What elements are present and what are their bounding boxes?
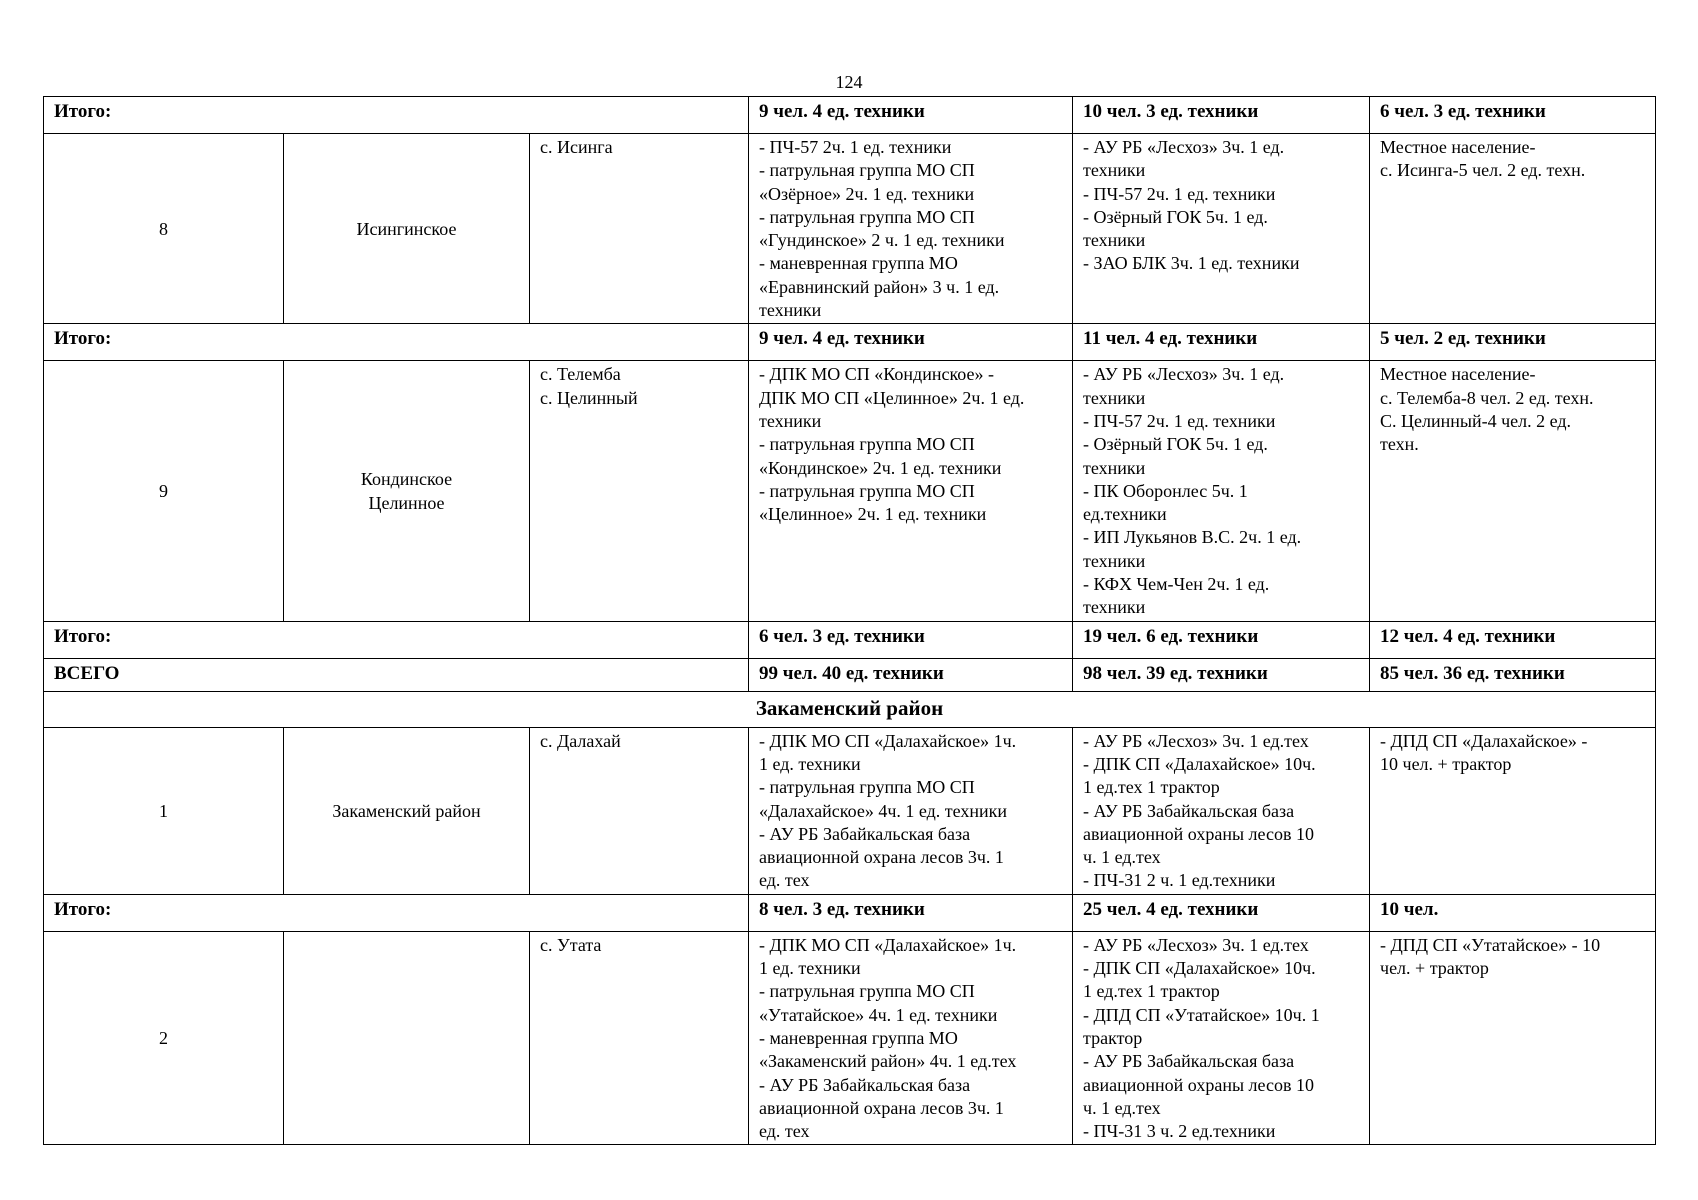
cell-line: Целинное [368,492,445,513]
cell-line: - АУ РБ «Лесхоз» 3ч. 1 ед. [1083,137,1285,157]
forces-echelon-3 [1370,727,1656,894]
localities [530,361,749,621]
row-number: 1 [44,727,284,894]
cell-line: - патрульная группа МО СП [759,160,975,181]
cell-line: - ПЧ-57 2ч. 1 ед. техники [1083,183,1276,204]
cell-line: - ДПК СП «Далахайское» 10ч. [1083,753,1316,774]
cell-line: - КФХ Чем-Чен 2ч. 1 ед. [1083,574,1270,595]
cell-line: «Гундинское» 2 ч. 1 ед. техники [759,230,1005,251]
cell-line: с. Исинга [540,137,613,157]
total-label: ВСЕГО [44,658,749,691]
cell-line: «Целинное» 2ч. 1 ед. техники [759,504,987,525]
total-label: Итого: [44,621,749,658]
cell-line: с. Телемба-8 чел. 2 ед. техн. [1380,387,1594,408]
cell-line: Исингинское [356,218,457,239]
cell-line: чел. + трактор [1380,958,1489,979]
total-forces-1: 99 чел. 40 ед. техники [749,658,1073,691]
row-number: 9 [44,361,284,621]
total-label: Итого: [44,894,749,931]
cell-line: 10 чел. + трактор [1380,753,1512,774]
total-row [44,324,1656,361]
settlement-name [284,361,530,621]
total-forces-2: 11 чел. 4 ед. техники [1073,324,1370,361]
cell-line: техн. [1380,434,1419,455]
cell-line: техники [1083,387,1146,408]
total-forces-3: 6 чел. 3 ед. техники [1370,97,1656,134]
row-number: 2 [44,931,284,1145]
forces-echelon-2 [1073,361,1370,621]
cell-line: ед. тех [759,870,810,891]
cell-line: - маневренная группа МО [759,1027,958,1048]
table-row [44,931,1656,1145]
settlement-name [284,727,530,894]
cell-line: - АУ РБ «Лесхоз» 3ч. 1 ед.тех [1083,730,1309,751]
cell-line: - патрульная группа МО СП [759,480,975,501]
cell-line: ед.техники [1083,504,1167,525]
cell-line: ч. 1 ед.тех [1083,1097,1161,1118]
cell-line: - ЗАО БЛК 3ч. 1 ед. техники [1083,253,1300,274]
cell-line: - Озёрный ГОК 5ч. 1 ед. [1083,206,1268,227]
cell-line: - Озёрный ГОК 5ч. 1 ед. [1083,434,1268,455]
cell-line: - ИП Лукьянов В.С. 2ч. 1 ед. [1083,527,1302,548]
table-row [44,361,1656,621]
cell-line: 1 ед. техники [759,753,861,774]
cell-line: трактор [1083,1027,1143,1048]
cell-line: 1 ед. техники [759,958,861,979]
cell-line: - патрульная группа МО СП [759,434,975,455]
forces-echelon-3 [1370,361,1656,621]
total-row [44,97,1656,134]
cell-line: «Кондинское» 2ч. 1 ед. техники [759,457,1002,478]
total-forces-3: 5 чел. 2 ед. техники [1370,324,1656,361]
cell-line: с. Утата [540,934,602,955]
section-title: Закаменский район [44,691,1656,727]
cell-line: 1 ед.тех 1 трактор [1083,777,1220,798]
row-number: 8 [44,134,284,324]
resources-table [43,96,1656,1145]
cell-line: Кондинское [360,469,453,490]
cell-line: техники [1083,230,1146,251]
table-row [44,134,1656,324]
total-label: Итого: [44,324,749,361]
total-forces-2: 25 чел. 4 ед. техники [1073,894,1370,931]
cell-line: техники [759,300,822,321]
cell-line: с. Далахай [540,730,621,751]
cell-line: - АУ РБ Забайкальская база [759,1074,971,1095]
cell-line: - ДПК МО СП «Кондинское» - [759,364,994,385]
cell-line: - патрульная группа МО СП [759,777,975,798]
page-number: 124 [835,72,863,92]
cell-line: «Закаменский район» 4ч. 1 ед.тех [759,1051,1017,1072]
cell-line: «Еравнинский район» 3 ч. 1 ед. [759,276,1000,297]
forces-echelon-1 [749,931,1073,1145]
total-forces-2: 19 чел. 6 ед. техники [1073,621,1370,658]
cell-line: ч. 1 ед.тех [1083,847,1161,868]
cell-line: - АУ РБ Забайкальская база [1083,1051,1295,1072]
cell-line: ДПК МО СП «Целинное» 2ч. 1 ед. [759,387,1025,408]
forces-echelon-3 [1370,134,1656,324]
cell-line: - ДПК СП «Далахайское» 10ч. [1083,958,1316,979]
cell-line: - АУ РБ «Лесхоз» 3ч. 1 ед.тех [1083,934,1309,955]
localities [530,727,749,894]
cell-line: - ПК Оборонлес 5ч. 1 [1083,480,1248,501]
cell-line: - ДПК МО СП «Далахайское» 1ч. [759,730,1017,751]
cell-line: 1 ед.тех 1 трактор [1083,981,1220,1002]
total-row [44,621,1656,658]
cell-line: Местное население- [1380,364,1536,385]
settlement-name [284,134,530,324]
section-row [44,691,1656,727]
localities [530,134,749,324]
cell-line: «Далахайское» 4ч. 1 ед. техники [759,800,1008,821]
forces-echelon-1 [749,727,1073,894]
total-forces-2: 98 чел. 39 ед. техники [1073,658,1370,691]
cell-line: - ДПД СП «Утатайское» 10ч. 1 [1083,1004,1320,1025]
forces-echelon-2 [1073,931,1370,1145]
cell-line: техники [1083,550,1146,571]
forces-echelon-1 [749,134,1073,324]
cell-line: - АУ РБ Забайкальская база [759,823,971,844]
forces-echelon-2 [1073,134,1370,324]
cell-line: - патрульная группа МО СП [759,206,975,227]
table-row [44,727,1656,894]
cell-line: - ДПД СП «Утатайское» - 10 [1380,934,1601,955]
cell-line: - ПЧ-57 2ч. 1 ед. техники [759,137,952,157]
cell-line: Местное население- [1380,137,1536,157]
cell-line: Закаменский район [332,800,481,821]
total-forces-3: 10 чел. [1370,894,1656,931]
total-row [44,658,1656,691]
total-label: Итого: [44,97,749,134]
cell-line: - ПЧ-31 3 ч. 2 ед.техники [1083,1121,1276,1142]
cell-line: с. Целинный [540,387,638,408]
forces-echelon-3 [1370,931,1656,1145]
cell-line: - маневренная группа МО [759,253,958,274]
cell-line: техники [1083,597,1146,618]
total-forces-1: 8 чел. 3 ед. техники [749,894,1073,931]
cell-line: - ПЧ-57 2ч. 1 ед. техники [1083,410,1276,431]
cell-line: «Озёрное» 2ч. 1 ед. техники [759,183,975,204]
cell-line: «Утатайское» 4ч. 1 ед. техники [759,1004,998,1025]
total-row [44,894,1656,931]
cell-line: авиационной охрана лесов 3ч. 1 [759,847,1004,868]
cell-line: с. Исинга-5 чел. 2 ед. техн. [1380,160,1586,181]
cell-line: техники [1083,160,1146,181]
cell-line: техники [759,410,822,431]
total-forces-3: 12 чел. 4 ед. техники [1370,621,1656,658]
cell-line: - ДПК МО СП «Далахайское» 1ч. [759,934,1017,955]
total-forces-2: 10 чел. 3 ед. техники [1073,97,1370,134]
cell-line: авиационной охраны лесов 10 [1083,823,1314,844]
total-forces-1: 9 чел. 4 ед. техники [749,324,1073,361]
cell-line: с. Телемба [540,364,621,385]
cell-line: техники [1083,457,1146,478]
localities [530,931,749,1145]
forces-echelon-2 [1073,727,1370,894]
settlement-name [284,931,530,1145]
cell-line: С. Целинный-4 чел. 2 ед. [1380,410,1572,431]
cell-line: авиационной охраны лесов 10 [1083,1074,1314,1095]
cell-line: ед. тех [759,1121,810,1142]
cell-line: авиационной охрана лесов 3ч. 1 [759,1097,1004,1118]
total-forces-3: 85 чел. 36 ед. техники [1370,658,1656,691]
cell-line: - патрульная группа МО СП [759,981,975,1002]
cell-line: - ПЧ-31 2 ч. 1 ед.техники [1083,870,1276,891]
cell-line: - ДПД СП «Далахайское» - [1380,730,1588,751]
total-forces-1: 9 чел. 4 ед. техники [749,97,1073,134]
cell-line: - АУ РБ «Лесхоз» 3ч. 1 ед. [1083,364,1285,385]
cell-line: - АУ РБ Забайкальская база [1083,800,1295,821]
total-forces-1: 6 чел. 3 ед. техники [749,621,1073,658]
forces-echelon-1 [749,361,1073,621]
